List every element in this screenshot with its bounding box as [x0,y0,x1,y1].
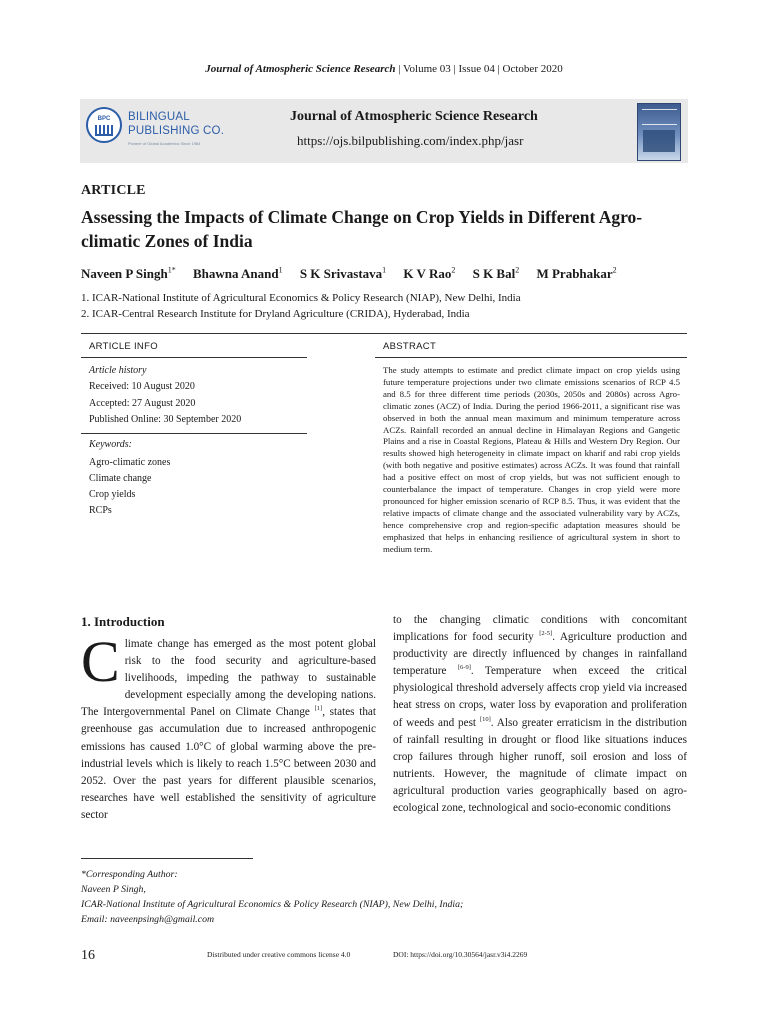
keyword-item: RCPs [89,505,112,516]
divider [81,433,307,434]
logo-line2: PUBLISHING CO. [128,125,225,137]
received-date: Received: 10 August 2020 [89,381,195,392]
footnote-label: *Corresponding Author: [81,869,178,880]
author[interactable]: S K Bal$^2$ [472,266,520,282]
citation-link[interactable]: [1] [314,705,323,713]
article-history-label: Article history [89,365,147,376]
published-date: Published Online: 30 September 2020 [89,414,242,425]
keywords-label: Keywords: [89,439,132,450]
running-head [0,63,768,75]
publisher-logo[interactable] [86,105,246,157]
masthead [80,99,688,163]
footnote-name: Naveen P Singh, [81,884,146,895]
intro-column-2: to the changing climatic conditions with concomitant implications for food security [2-5]. Agriculture production and productivity are directly influenced by changes in rainfalland temperature [6-9]. Temperature when exceed the critical physiological threshold adversely affects crop yield via increased heat stress on crops, water loss by evaporation and proliferation of weeds and pest [10]. Also greater erraticism in the distribution of rainfall resulting in drought or flood like situations induces crop failures through higher runoff, soil erosion and loss of nutrients. However, the magnitude of climate impact on agricultural production varies geographically based on agro-ecological zone, technological and socio-economic conditions [393,614,688,815]
divider [375,357,687,358]
author[interactable]: S K Srivastava$^1$ [299,266,387,282]
divider [81,357,307,358]
page-number: 16 [81,948,95,963]
affiliation-2: 2. ICAR-Central Research Institute for Dryland Agriculture (CRIDA), Hyderabad, India [81,308,470,320]
logo-line1: BILINGUAL [128,111,190,123]
author[interactable]: Bhawna Anand$^1$ [192,266,283,282]
author[interactable]: Naveen P Singh$^{1*}$ [81,266,176,282]
citation-link[interactable]: [6-9] [457,664,471,672]
citation-link[interactable]: [10] [479,715,491,723]
masthead-journal-title: Journal of Atmospheric Science Research [290,109,538,124]
author[interactable]: M Prabhakar$^2$ [536,266,617,282]
dropcap-letter: C [81,629,120,694]
footnote-email[interactable]: Email: naveenpsingh@gmail.com [81,914,215,925]
article-title: Assessing the Impacts of Climate Change on Crop Yields in Different Agro-climatic Zones of India [81,207,643,251]
keyword-item: Crop yields [89,489,136,500]
divider [81,333,687,334]
article-type-label: ARTICLE [81,183,146,198]
license-text: Distributed under creative commons license 4.0 [207,950,351,959]
keyword-item: Climate change [89,473,152,484]
author-list [81,266,631,282]
intro-column-1: Climate change has emerged as the most potent global risk to the food security and agriculture-based livelihoods, impeding the pathway to sustainable development especially among the developing nations. The Intergovernmental Panel on Climate Change [1], states that greenhouse gas accumulation due to increased anthropogenic emissions has caused 1.0°C of global warming above the pre-industrial levels which is likely to reach 1.5°C between 2030 and 2052. Over the past years for different plausible scenarios, researches have well established the sensitivity of agriculture sector [81,629,376,821]
section-heading: 1. Introduction [81,614,165,629]
abstract-heading: ABSTRACT [383,341,437,352]
affiliation-1: 1. ICAR-National Institute of Agricultural Economics & Policy Research (NIAP), New Delhi, India [81,292,521,304]
logo-tagline: Pioneer of Global Academics Since 1984 [128,141,201,146]
running-head-details: | Volume 03 | Issue 04 | October 2020 [395,63,563,75]
publisher-emblem-icon [86,107,122,143]
abstract-text: The study attempts to estimate and predict climate impact on crop yields using future temperature projections under two climate emissions scenarios of RCP 4.5 and 8.5 for three different time periods (2030s, 2050s and 2080s) across Agro-climatic zones (ACZ) of India. During the period 1966-2011, a significant rise was observed in both the annual mean maximum and minimum temperature across ACZs. Rainfall recorded an annual decline in Himalayan Regions and Gangetic Plains and a rise in Coastal Regions, Plateau & Hills and Western Dry Region. Our results showed high heterogeneity in climate impact on kharif and rabi crop yields (with both negative and positive estimates) across ACZs. It was found that rainfall had a positive effect on most of crop yields, but was not sufficient enough to counterbalance the impact of temperature. Changes in crop yield were more pronounced for higher emission scenario of RCP 8.5. Thus, it was evident that the relative impacts of climate change and the associated vulnerability vary by ACZs, hence comprehensive crop and region-specific adaptation measures should be emphasized that helps in enhancing resilience of agricultural system in short to medium term. [383,365,680,554]
footnote-divider [81,858,253,859]
journal-url-link[interactable]: https://ojs.bilpublishing.com/index.php/jasr [297,133,524,148]
doi-link[interactable]: DOI: https://doi.org/10.30564/jasr.v3i4.2269 [393,950,528,959]
accepted-date: Accepted: 27 August 2020 [89,398,196,409]
journal-cover-thumbnail [637,103,681,161]
article-info-heading: ARTICLE INFO [89,341,158,352]
corresponding-author-footnote [81,867,463,927]
citation-link[interactable]: [2-5] [539,630,553,638]
footnote-affiliation: ICAR-National Institute of Agricultural Economics & Policy Research (NIAP), New Delhi, India; [81,899,464,910]
keyword-item: Agro-climatic zones [89,457,171,468]
running-head-journal: Journal of Atmospheric Science Research [205,63,396,75]
author[interactable]: K V Rao$^2$ [403,266,456,282]
logo-badge: BPC [97,116,111,122]
